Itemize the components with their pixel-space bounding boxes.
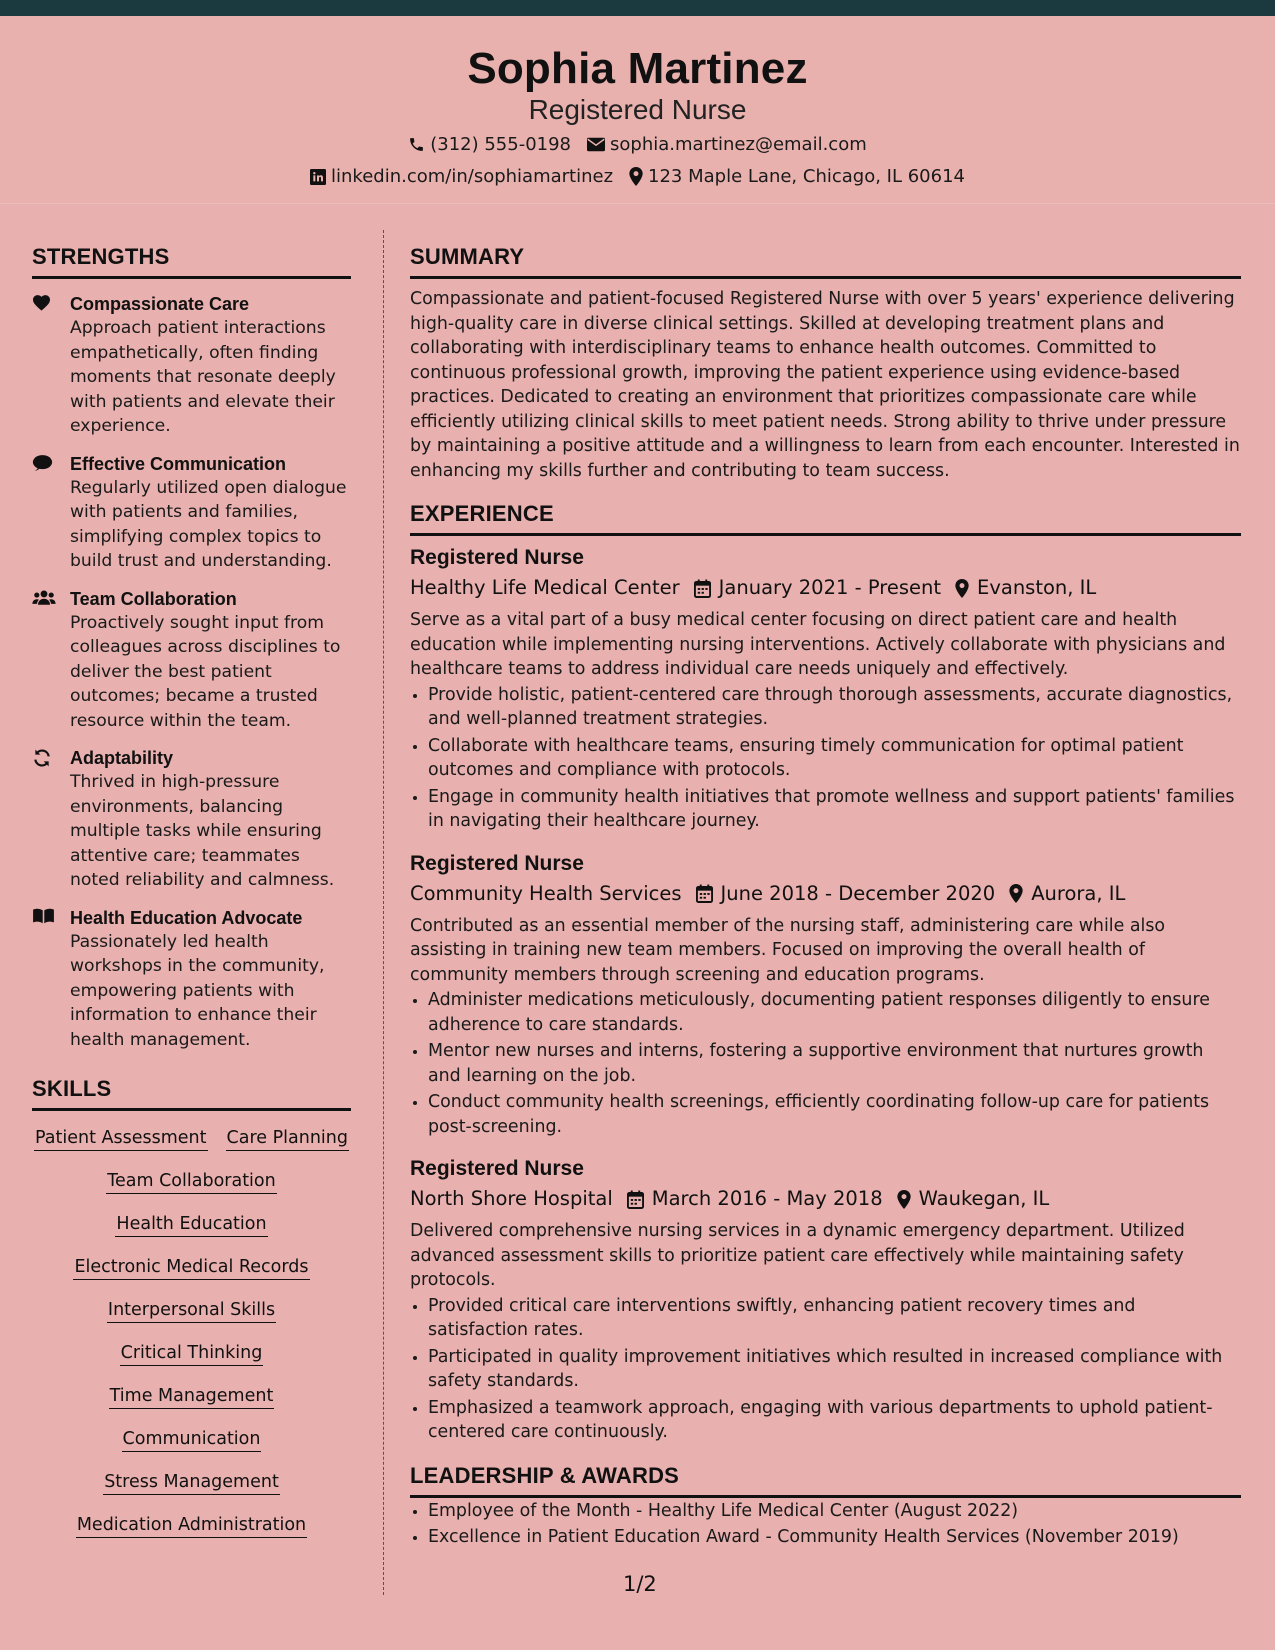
job-bullet: • Provided critical care interventions swiftly, enhancing patient recovery times and satisfaction rates. (428, 1294, 1241, 1343)
calendar-icon (694, 579, 711, 598)
map-pin-icon (955, 579, 969, 598)
sync-icon (32, 748, 52, 768)
skill-tag: Stress Management (103, 1471, 280, 1495)
award-item: • Excellence in Patient Education Award - Community Health Services (November 2019) (428, 1525, 1241, 1550)
summary-text: Compassionate and patient-focused Registered Nurse with over 5 years' experience delivering high-quality care in diverse clinical settings. Skilled at developing treatment plans and collaborating with interdisciplinary teams to enhance health outcomes. Committed to continuous professional growth, improving the patient experience using evidence-based practices. Dedicated to creating an environment that prioritizes compassionate care while efficiently utilizing clinical skills to meet patient needs. Strong ability to thrive under pressure by maintaining a positive attitude and a willingness to learn from each encounter. Interested in enhancing my skills further and contributing to team success. (410, 289, 1240, 481)
strength-title: Health Education Advocate (70, 907, 303, 928)
calendar-icon (696, 884, 713, 903)
left-column (32, 244, 351, 1538)
job-entry (410, 1155, 1241, 1445)
contact-row-secondary (0, 166, 1275, 187)
page-number: 1/2 (623, 1572, 657, 1596)
email-address: sophia.martinez@email.com (610, 134, 867, 155)
job-bullet: • Conduct community health screenings, efficiently coordinating follow-up care for patients post-screening. (428, 1090, 1241, 1139)
strengths-heading: STRENGTHS (32, 244, 351, 279)
skills-list (32, 1127, 351, 1538)
comment-icon (32, 454, 53, 472)
job-location: Evanston, IL (977, 576, 1097, 599)
experience-heading: EXPERIENCE (410, 501, 1241, 536)
skill-tag: Medication Administration (76, 1514, 307, 1538)
job-description: Delivered comprehensive nursing services in a dynamic emergency department. Utilized advanced assessment skills to prioritize patient care effectively while maintaining safety protocols. (410, 1221, 1185, 1290)
strength-title: Adaptability (70, 748, 174, 768)
job-company: Healthy Life Medical Center (410, 576, 680, 599)
job-dates: March 2016 - May 2018 (651, 1187, 883, 1210)
map-pin-icon (629, 167, 643, 186)
candidate-title: Registered Nurse (528, 94, 747, 125)
strength-description: Passionately led health workshops in the community, empowering patients with information to enhance their health management. (70, 931, 325, 1050)
resume-header (0, 16, 1275, 204)
job-bullet: • Administer medications meticulously, documenting patient responses diligently to ensure adherence to care standards. (428, 988, 1241, 1037)
candidate-name: Sophia Martinez (467, 44, 808, 93)
address-contact (629, 166, 965, 187)
strength-description: Thrived in high-pressure environments, balancing multiple tasks while ensuring attentive care; teammates noted reliability and calmness. (70, 772, 335, 890)
linkedin-contact[interactable] (310, 166, 613, 187)
skill-tag: Patient Assessment (34, 1127, 207, 1151)
strength-description: Proactively sought input from colleagues across disciplines to deliver the best patient outcomes; became a trusted resource within the team. (70, 612, 341, 731)
envelope-icon (587, 137, 605, 152)
job-company: North Shore Hospital (410, 1187, 613, 1210)
job-bullets (410, 988, 1241, 1139)
job-bullet: • Engage in community health initiatives that promote wellness and support patients' families in navigating their healthcare journey. (428, 785, 1241, 834)
strength-item (32, 452, 351, 574)
job-title: Registered Nurse (410, 546, 584, 569)
email-contact[interactable] (587, 134, 867, 155)
calendar-icon (627, 1190, 644, 1209)
award-item: • Employee of the Month - Healthy Life Medical Center (August 2022) (428, 1499, 1241, 1524)
strength-item (32, 746, 351, 893)
strength-description: Approach patient interactions empathetically, often finding moments that resonate deeply with patients and elevate their experience. (70, 318, 336, 436)
skill-tag: Interpersonal Skills (107, 1299, 276, 1323)
users-icon (32, 589, 56, 606)
skill-tag: Electronic Medical Records (73, 1256, 309, 1280)
job-meta (410, 573, 1241, 603)
contact-row-primary (0, 134, 1275, 155)
top-accent-bar (0, 0, 1275, 16)
job-bullets (410, 683, 1241, 834)
job-description: Serve as a vital part of a busy medical center focusing on direct patient care and health education while implementing nursing interventions. Actively collaborate with physicians and healthcare teams to address individual care needs uniquely and effectively. (410, 610, 1226, 679)
column-divider (383, 230, 384, 1595)
right-column (410, 244, 1241, 1552)
job-title: Registered Nurse (410, 851, 584, 875)
map-pin-icon (1009, 884, 1023, 903)
linkedin-icon (310, 169, 326, 185)
job-bullet: • Collaborate with healthcare teams, ensuring timely communication for optimal patient outcomes and compliance with protocols. (428, 734, 1241, 783)
job-bullet: • Mentor new nurses and interns, fostering a supportive environment that nurtures growth and learning on the job. (428, 1039, 1241, 1088)
job-location: Waukegan, IL (918, 1187, 1050, 1210)
job-bullets (410, 1294, 1241, 1445)
job-company: Community Health Services (410, 881, 682, 905)
job-location: Aurora, IL (1031, 881, 1126, 905)
strength-item (32, 292, 351, 439)
map-pin-icon (897, 1190, 911, 1209)
strength-item (32, 587, 351, 734)
linkedin-url: linkedin.com/in/sophiamartinez (331, 166, 614, 187)
strength-title: Compassionate Care (70, 294, 250, 314)
heart-icon (32, 294, 51, 311)
awards-heading: LEADERSHIP & AWARDS (410, 1463, 1241, 1498)
job-meta (410, 879, 1241, 909)
awards-list (410, 1499, 1241, 1550)
skill-tag: Time Management (109, 1385, 275, 1409)
phone-contact[interactable] (408, 134, 571, 155)
job-entry (410, 544, 1241, 834)
strength-title: Team Collaboration (70, 588, 237, 609)
job-description: Contributed as an essential member of the nursing staff, administering care while also assisting in training new team members. Focused on improving the overall health of community members through screening and education programs. (410, 915, 1166, 985)
skills-heading: SKILLS (32, 1076, 351, 1111)
summary-heading: SUMMARY (410, 244, 1241, 279)
book-icon (32, 908, 55, 924)
job-entry (410, 850, 1241, 1140)
strength-item (32, 906, 351, 1053)
job-meta (410, 1184, 1241, 1214)
street-address: 123 Maple Lane, Chicago, IL 60614 (648, 166, 965, 187)
job-title: Registered Nurse (410, 1157, 584, 1180)
strength-title: Effective Communication (70, 453, 287, 474)
job-bullet: • Provide holistic, patient-centered care through thorough assessments, accurate diagnostics, and well-planned treatment strategies. (428, 683, 1241, 732)
skill-tag: Team Collaboration (106, 1170, 276, 1194)
job-bullet: • Emphasized a teamwork approach, engaging with various departments to uphold patient-centered care continuously. (428, 1396, 1241, 1445)
skill-tag: Critical Thinking (120, 1342, 264, 1366)
skill-tag: Care Planning (226, 1127, 349, 1151)
job-bullet: • Participated in quality improvement initiatives which resulted in increased compliance with safety standards. (428, 1345, 1241, 1394)
phone-icon (408, 136, 425, 153)
skill-tag: Communication (122, 1428, 262, 1452)
job-dates: January 2021 - Present (718, 576, 942, 599)
job-dates: June 2018 - December 2020 (720, 881, 996, 905)
phone-number: (312) 555-0198 (430, 134, 572, 155)
skill-tag: Health Education (115, 1213, 267, 1237)
strength-description: Regularly utilized open dialogue with patients and families, simplifying complex topics to build trust and understanding. (70, 477, 347, 571)
